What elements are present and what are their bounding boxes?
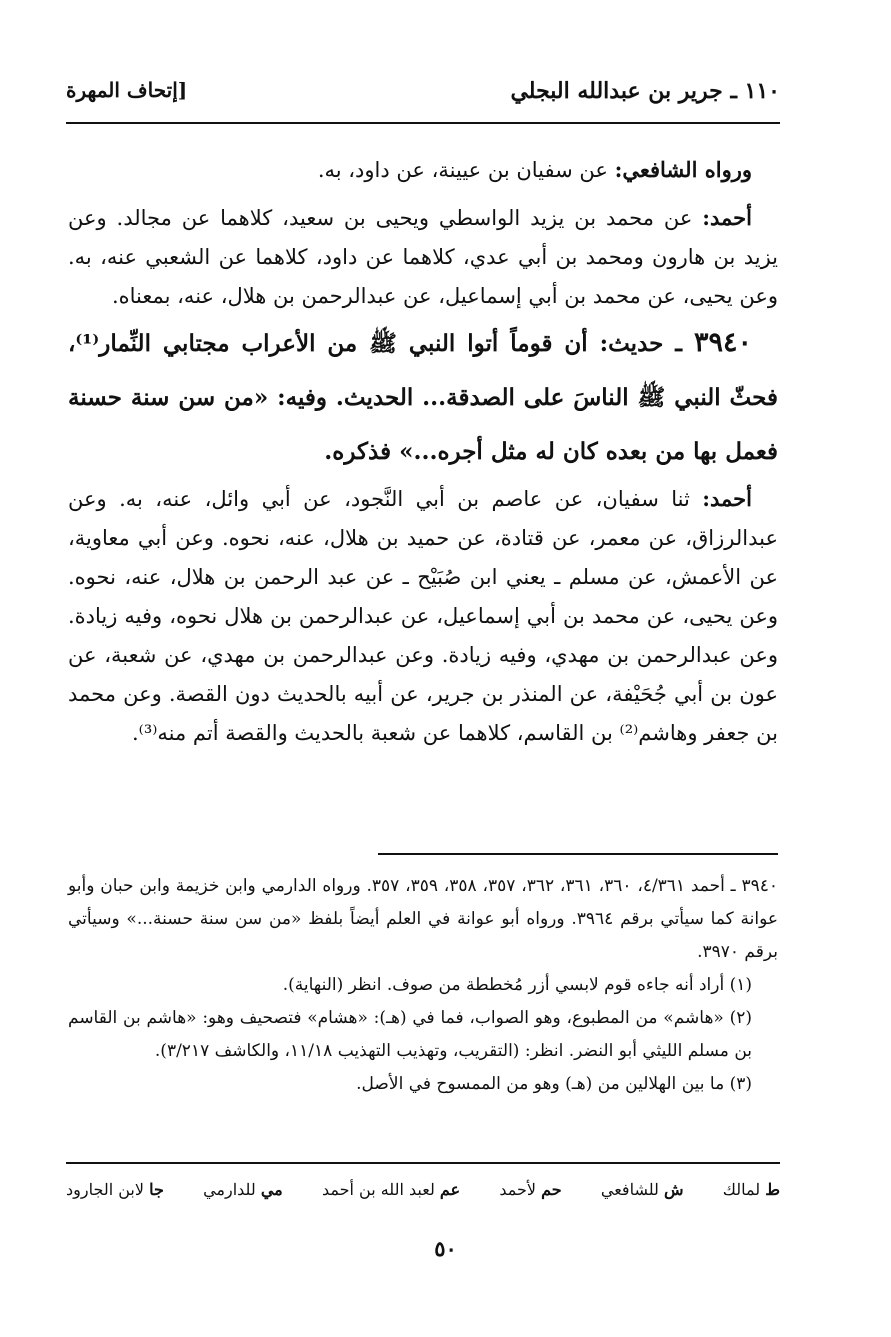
abbreviation-item: جا لابن الجارود bbox=[66, 1180, 164, 1199]
footnote-3: (٣) ما بين الهلالين من (هـ) وهو من الممسوح في الأصل. bbox=[356, 1074, 752, 1094]
page-number: ٥٠ bbox=[434, 1236, 457, 1261]
abbreviation-item: ط لمالك bbox=[722, 1180, 780, 1199]
hadith-text: ـ حديث: أن قوماً أتوا النبي ﷺ من الأعراب مجتابي النِّمار⁽¹⁾، فحثّ النبي ﷺ الناسَ على الصدقة... الحديث. وفيه: «من سن سنة حسنة فعمل بها من بعده كان له مثل أجره...» فذكره. bbox=[68, 330, 778, 465]
chapter-title: ١١٠ ـ جرير بن عبدالله البجلي bbox=[510, 78, 780, 104]
paragraph-text: ثنا سفيان، عن عاصم بن أبي النَّجود، عن أبي وائل، عنه، به. وعن عبدالرزاق، عن معمر، عن قتادة، عن حميد بن هلال، عنه، نحوه. وعن أبي معاوية، عن الأعمش، عن مسلم ـ يعني ابن صُبَيْح ـ عن عبد الرحمن بن هلال، عنه، نحوه. وعن يحيى، عن محمد بن أبي إسماعيل، عن عبدالرحمن بن هلال نحوه، وفيه زيادة. وعن عبدالرحمن بن مهدي، وفيه زيادة. وعن عبدالرحمن بن مهدي، عن شعبة، عن عون بن أبي جُحَيْفة، عن المنذر بن جرير، عن أبيه بالحديث دون القصة. وعن محمد بن جعفر وهاشم⁽²⁾ بن القاسم، كلاهما عن شعبة بالحديث والقصة أتم منه⁽³⁾. bbox=[68, 487, 778, 745]
footnote-reference: ٣٩٤٠ ـ أحمد ٤/٣٦١، ٣٦٠، ٣٦١، ٣٦٢، ٣٥٧، ٣٥٨، ٣٥٩، ٣٥٧. ورواه الدارمي وابن خزيمة وابن حبان وأبو عوانة كما سيأتي برقم ٣٩٦٤. ورواه أبو عوانة في العلم أيضاً بلفظ «من سن سنة حسنة...» وسيأتي برقم ٣٩٧٠. bbox=[68, 876, 779, 962]
abbreviation-item: عم لعبد الله بن أحمد bbox=[321, 1180, 461, 1199]
paragraph-text: عن سفيان بن عيينة، عن داود، به. bbox=[317, 158, 608, 182]
abbreviations-key bbox=[66, 1180, 780, 1210]
paragraph-ahmad-2 bbox=[68, 479, 778, 753]
abbreviation-item: ش للشافعي bbox=[600, 1180, 684, 1199]
paragraph-text: عن محمد بن يزيد الواسطي ويحيى بن سعيد، كلاهما عن مجالد. وعن يزيد بن هارون ومحمد بن أبي عدي، كلاهما عن داود، كلاهما عن الشعبي عنه، به. وعن يحيى، عن محمد بن أبي إسماعيل، عن عبدالرحمن بن هلال، عنه، بمعناه. bbox=[68, 206, 778, 308]
source-label: ورواه الشافعي: bbox=[614, 157, 752, 182]
paragraph-shafii bbox=[68, 150, 778, 190]
footnotes bbox=[68, 870, 778, 1101]
book-title: [إتحاف المهرة bbox=[66, 78, 188, 102]
footnote-1: (١) أراد أنه جاءه قوم لابسي أزر مُخططة من صوف. انظر (النهاية). bbox=[282, 975, 752, 995]
abbreviation-item: حم لأحمد bbox=[499, 1180, 562, 1199]
footnote-divider bbox=[378, 853, 778, 855]
footnote-2: (٢) «هاشم» من المطبوع، وهو الصواب، فما في (هـ): «هشام» فتصحيف وهو: «هاشم بن القاسم بن مسلم الليثي أبو النضر. انظر: (التقريب، وتهذيب التهذيب ١١/١٨، والكاشف ٣/٢١٧). bbox=[68, 1008, 752, 1061]
source-label: أحمد: bbox=[702, 205, 752, 230]
main-text bbox=[68, 150, 778, 753]
abbreviation-item: مي للدارمي bbox=[203, 1180, 283, 1199]
hadith-number: ٣٩٤٠ bbox=[693, 327, 752, 358]
source-label: أحمد: bbox=[702, 486, 752, 511]
header-divider bbox=[66, 122, 780, 124]
abbreviations-divider bbox=[66, 1162, 780, 1164]
paragraph-ahmad-1 bbox=[68, 198, 778, 316]
running-header bbox=[66, 78, 780, 118]
hadith-entry bbox=[68, 316, 778, 479]
